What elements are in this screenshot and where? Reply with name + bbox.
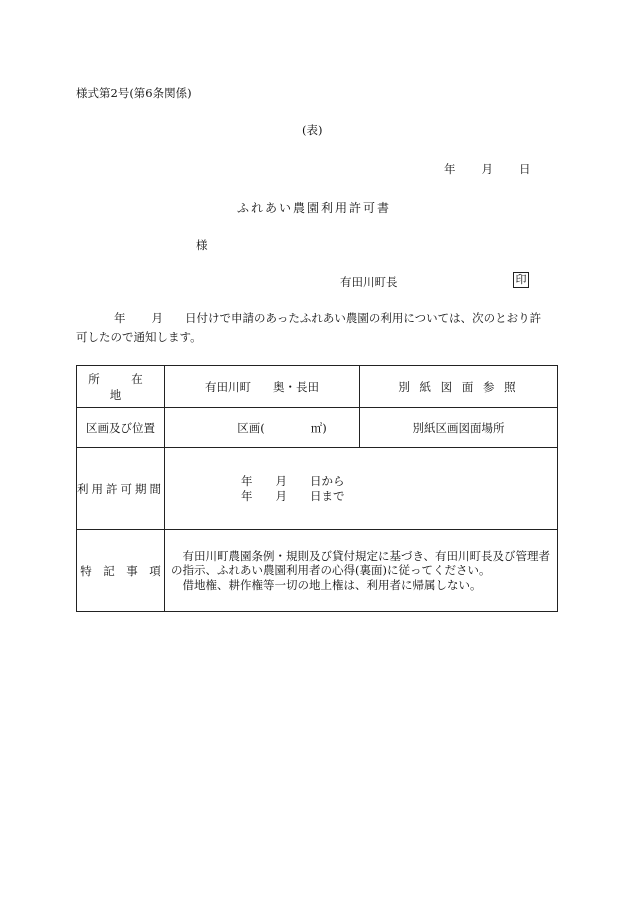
plot-ref: 別紙区画図面場所 [360,408,558,448]
table-row [77,366,558,408]
addressee-suffix: 様 [196,238,208,252]
notes-line-2: 借地権、耕作権等一切の地上権は、利用者に帰属しない。 [182,577,482,592]
permit-details-table [76,365,558,612]
plot-label: 区画及び位置 [77,408,165,448]
table-row [77,408,558,448]
notice-body [76,309,551,347]
date-day: 日 [519,162,531,176]
period-to: 年 月 日まで [241,488,345,503]
period-from: 年 月 日から [241,473,345,488]
body-month: 月 [151,311,163,325]
form-number: 様式第2号(第6条関係) [76,86,192,100]
date-year: 年 [444,162,456,176]
table-row [77,448,558,530]
notes-label: 特 記 事 項 [77,530,165,612]
body-year: 年 [114,311,126,325]
date-month: 月 [481,162,493,176]
location-town: 有田川町 [205,379,251,394]
body-text: 日付けで申請のあったふれあい農園の利用については、次のとおり許可したので通知します。 [76,311,542,344]
issuer-name: 有田川町長 [340,275,398,289]
location-label: 所 在 地 [77,366,165,408]
plot-value: 区画( ㎡) [165,408,360,448]
notes-value [165,530,558,612]
side-label: (表) [302,123,323,137]
location-ref: 別 紙 図 面 参 照 [360,366,558,408]
document-title: ふれあい農園利用許可書 [237,201,392,215]
issue-date [444,161,531,177]
period-label: 利用許可期間 [77,448,165,530]
seal-mark: 印 [513,272,529,288]
notes-line-1: 有田川町農園条例・規則及び貸付規定に基づき、有田川町長及び管理者の指示、ふれあい農園利用者の心得(裏面)に従ってください。 [171,548,551,578]
location-value [165,366,360,408]
period-value [165,448,558,530]
location-area: 奥・長田 [273,379,319,394]
table-row [77,530,558,612]
